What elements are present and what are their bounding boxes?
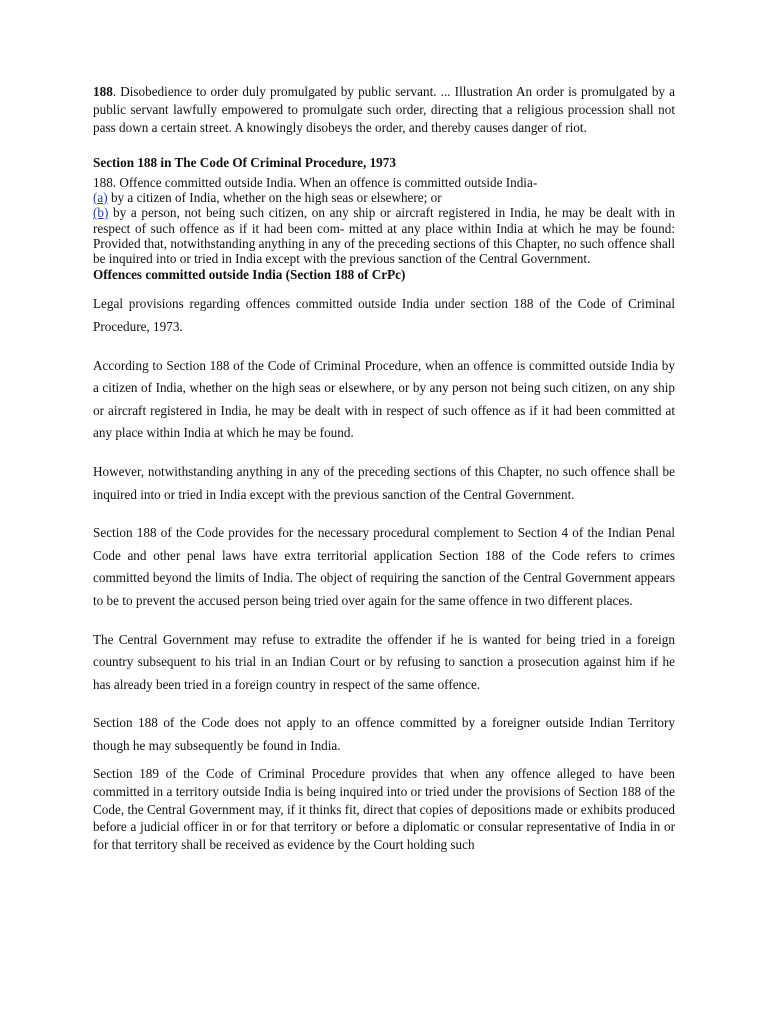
section-lead: 188. Offence committed outside India. When an offence is committed outside India- — [93, 174, 538, 190]
section-text-block — [93, 175, 675, 267]
paragraph-5: The Central Government may refuse to extradite the offender if he is wanted for being tried in a foreign country subsequent to his trial in an Indian Court or by refusing to sanction a prosecution against him if he has already been tried in a foreign country in respect of the same offence. — [93, 631, 675, 692]
paragraph-1: Legal provisions regarding offences committed outside India under section 188 of the Code of Criminal Procedure, 1973. — [93, 296, 675, 334]
paragraph-6: Section 188 of the Code does not apply to an offence committed by a foreigner outside Indian Territory though he may subsequently be found in India. — [93, 715, 675, 753]
item-a-text: by a citizen of India, whether on the high seas or elsewhere; or — [107, 189, 442, 205]
intro-text: . Disobedience to order duly promulgated by public servant. ... Illustration An order is promulgated by a public servant lawfully empowered to promulgate such order, directing that a religious procession shall not pass down a certain street. A knowingly disobeys the order, and thereby causes danger of riot. — [93, 84, 675, 136]
section-heading: Section 188 in The Code Of Criminal Procedure, 1973 — [93, 154, 396, 170]
section-item-b — [93, 205, 675, 266]
paragraph-4: Section 188 of the Code provides for the necessary procedural complement to Section 4 of the Indian Penal Code and other penal laws have extra territorial application Section 188 of the Code refers to crimes committed beyond the limits of India. The object of requiring the sanction of the Central Government appears to be to prevent the accused person being tried over again for the same offence in two different places. — [93, 525, 675, 608]
item-b-text: by a person, not being such citizen, on any ship or aircraft registered in India, he may be dealt with in respect of such offence as if it had been com- mitted at any place within India at which he may be found: Provided that, notwithstanding anything in any of the preceding sections of this Chapter, no such offence shall be inquired into or tried in India except with the previous sanction of the Central Government. — [93, 205, 675, 267]
paragraph-2: According to Section 188 of the Code of Criminal Procedure, when an offence is committed outside India by a citizen of India, whether on the high seas or elsewhere, or by any person not being such citizen, on any ship or aircraft registered in India, he may be dealt with in respect of such offence as if it had been committed at any place within India at which he may be found. — [93, 357, 675, 441]
article-heading: Offences committed outside India (Section 188 of CrPc) — [93, 267, 406, 283]
paragraph-3: However, notwithstanding anything in any of the preceding sections of this Chapter, no such offence shall be inquired into or tried in India except with the previous sanction of the Central Government. — [93, 463, 675, 502]
item-a-link[interactable]: (a) — [93, 189, 108, 205]
final-paragraph: Section 189 of the Code of Criminal Procedure provides that when any offence alleged to have been committed in a territory outside India is being inquired into or tried under the provisions of Section 188 of the Code, the Central Government may, if it thinks fit, direct that copies of depositions made or exhibits produced before a judicial officer in or for that territory or before a diplomatic or consular representative of India in or for that territory shall be received as evidence by the Court holding such — [93, 766, 675, 852]
intro-paragraph — [93, 83, 675, 138]
intro-section-number: 188 — [93, 84, 113, 99]
document-page — [93, 83, 675, 853]
section-item-a — [93, 190, 675, 205]
item-b-link[interactable]: (b) — [93, 205, 109, 221]
